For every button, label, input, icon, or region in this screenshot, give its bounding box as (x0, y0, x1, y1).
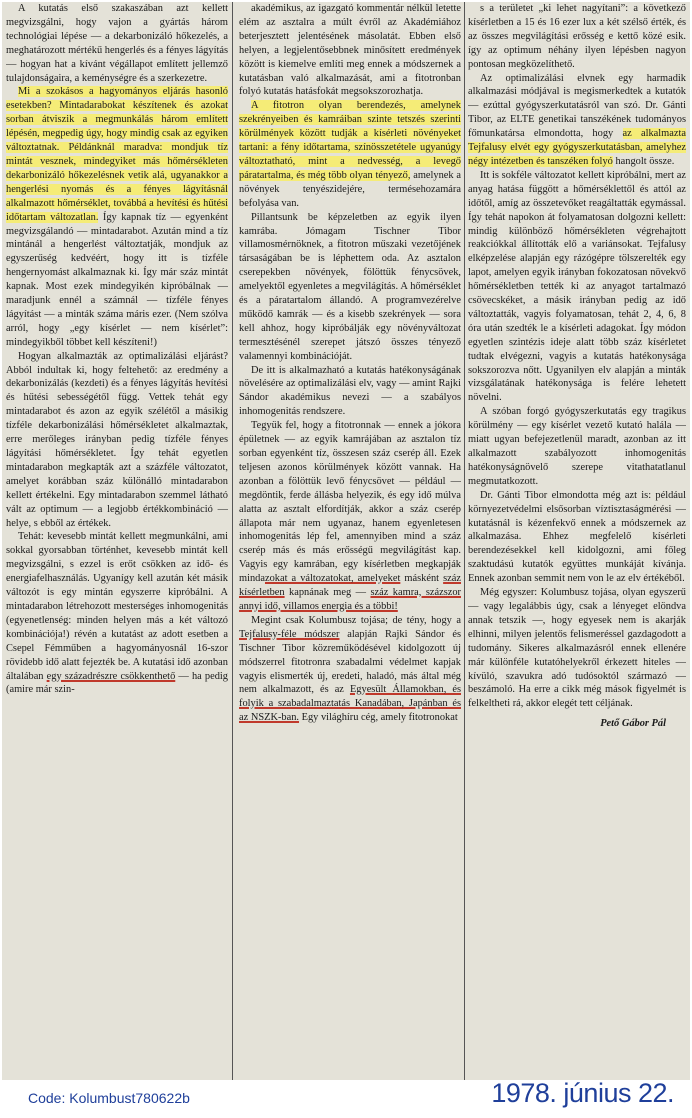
text-run: A szóban forgó gyógyszerkutatás egy tragikus körülmény — egy kísérlet vezető kutató halála — miatt ugyan befejezetlenül maradt, azonban az itt alkalmazott szabályozott inhomogenitás hatékonyságnövelő szerepe vitathatatlanul megmutatkozott. (468, 406, 686, 487)
text-run: amelynek a növények tenyészidejére, termésehozamára befolyása van. (239, 169, 461, 209)
text-run: — ha pedig (amire már szin- (6, 670, 228, 696)
article-paragraph (468, 405, 686, 488)
article-paragraph (6, 530, 228, 697)
newspaper-clipping (2, 2, 690, 1080)
publication-date: 1978. június 22. (491, 1078, 674, 1108)
clipping-code: Code: Kolumbust780622b (28, 1090, 190, 1106)
text-run: s a területet „ki lehet nagyítani”: a következő kísérletben a 15 és 16 ezer lux a két szélső érték, és az összes megvilágítási erősség e kettő közé esik. így az optimum néhány ilyen lépésben nagyon pontosan megközelíthető. (468, 3, 686, 70)
underlined-text: Tejfalusy-féle módszer (239, 628, 340, 640)
underlined-text: egy századrészre csökkenthető (46, 670, 176, 682)
article-paragraph (468, 586, 686, 711)
underlined-text: száz kamra, százszor annyi idő, villamos energia és a többi! (239, 587, 461, 612)
article-paragraph (239, 419, 461, 614)
article-column-3 (468, 2, 686, 1080)
article-column-1 (6, 2, 228, 1080)
text-run: Dr. Gánti Tibor elmondotta még azt is: például környezetvédelmi elsősorban víztisztaságmérési — kutatásnál is kézenfekvő ennek a módszernek az alkalmazása. Ehhez megfelelő kísérleti berendezésekkel kell kidolgozni, ami főleg szaktudású kutatók együttes munkáját kívánja. Ennek azonban semmit nem von le az elv értékéből. (468, 489, 686, 585)
article-paragraph (468, 72, 686, 169)
text-run: Tegyük fel, hogy a fitotronnak — ennek a jókora épületnek — az egyik kamrájában az asztalon tíz sorban egyenként tíz, összesen száz cserép áll. Ezek teljesen azonos körülmények között vannak. Ha azonban a fölöttük levő fénycsövet — például — megdöntik, ferde állásba helyezik, és egy idő múlva alatta az asztalt elfordítják, akkor a száz cserép állapota már nem ugyanaz, hanem egyenletesen inhomogenitás lép fel, amennyiben mind a száz cserép más és más erősségű megvilágítást kap. Vagyis egy kamrában, egy kísérletben megkapják minda (239, 420, 461, 585)
article-paragraph (239, 364, 461, 420)
article-paragraph (6, 85, 228, 349)
text-run: hangolt össze. (612, 155, 675, 167)
underlined-text: zokat a változatokat, amelyeket (264, 573, 401, 585)
text-run: Egy világhíru cég, amely fitotronokat (299, 712, 458, 724)
text-run: kapnának meg — (284, 587, 371, 599)
author-signature: Pető Gábor Pál (600, 718, 666, 730)
article-paragraph (6, 350, 228, 531)
text-run: akadémikus, az igazgató kommentár nélkül letette elém az asztalra a múlt évről az Akadémiához beterjesztett jelentésének másolatát. Ebben első helyen, a legjelentősebbnek minősített eredmények között is kiemelve említi meg ennek a módszernek a kutatásban való alkalmazását, ami a fitotronban folyó kutatás hatásfokát megsokszorozhatja. (239, 3, 461, 98)
article-paragraph (468, 2, 686, 72)
text-run: Pillantsunk be képzeletben az egyik ilyen kamrába. Jómagam Tischner Tibor villamosmérnöknek, a fitotron műszaki vezetőjének társaságában be is léphettem oda. Az asztalon cserepekben növények, fölöttük fénycsövek, amelyektől egyenletes a megvilágítás. A hőmérséklet és a páratartalom állandó. A programvezérelve működő kamrák — és a kisebb szekrények — sora kell ahhoz, hogy kipróbálják egy növényváltozat termesztésénél szerepet játszó összes tényező valamennyi kombinációját. (239, 211, 461, 362)
article-paragraph (239, 614, 461, 725)
text-run: Még egyszer: Kolumbusz tojása, olyan egyszerű — vagy legalábbis úgy, csak a lényeget elöndva annak tetszik —, hogy egyesek nem is akarják elhinni, milyen jelentős felismeréssel gazdagodott a tudomány. Sikeres alkalmazásról ennek ellenére már különféle kutatóhelyekről érkezett hiteles — kívüló, szavukra adó tudósoktól származó — beszámoló. Ha erre a cikk még mások figyelmét is felkeltheti rá, akkor elegét tett céljának. (468, 587, 686, 710)
highlighted-text: Mi a szokásos a hagyományos eljárás hasonló esetekben? Mintadarabokat készítenek és azokat sorban átviszik a megmunkálás három említett lépésén, megpedig úgy, hogy mindig csak az egyiken változtatnak. Példánknál maradva: mondjuk tíz mintát vesznek, mindegyiket más hőmérsékleten dekarbonizáló hőkezelésnek vetik alá, ugyanakkor a hengerlési nyomás és a fényes lágyításnál alkalmazott hőmérséklet, továbbá a hevítési és hűtési időtartam változatlan. (6, 86, 228, 223)
column-divider (232, 2, 233, 1080)
highlighted-text: az alkalmazta Tejfalusy elvét egy gyógyszerkutatásban, amelyhez négy intézetben és tanszéken folyó (468, 128, 686, 167)
text-run: Itt is sokféle változatot kellett kipróbálni, mert az anyag hatása függött a hőmérséklettől és attól az időtől, amíg az összetevőket reagáltatták egymással. Így tehát napokon át folyamatosan dolgozni kellett: mindig különböző hőmérsékleten végrehajtott reakciókkal állították elő a variánsokat. Tejfalusy elképzelése alapján egy rázógépre tölszerelték egy lapot, amelyen egyik irányban fokozatosan növekvő hőmérsékletben tették ki az anyagot tartalmazó csövecskéket, a másik irányban pedig az idő változtatták, vagyis folyamatosan, tehát 2, 4, 6, 8 óra után szedték le a kísérleti adagokat. Így módon egyetlen szintézis ideje alatt több száz kísérletet tudtak elvégezni, vagyis a kutatás hatékonysága sokszorozva nőtt. Ugyanilyen elv alapján a minták vizsgálatának hatékonysága is felére lehetett növelni. (468, 169, 686, 404)
article-paragraph (239, 99, 461, 210)
text-run: Így kapnak tíz — egyenként megvizsgálandó — mintadarabot. Azután mind a tíz mintánál a hengerlést változtatják, mondjuk az egyszerűség kedvéért, hogy itt is tízféle hengernyomást alkalmaznak ki. Így már száz mintát kapnak. Most ezek mindegyikén kipróbálnak — maradjunk ennél a számnál — tízféle fényes lágyítást — a minták száma máris ezer. (Nem szólva arról, hogy „egy kísérlet — nem kísérlet”: mindegyikből többet kell készíteni!) (6, 211, 228, 348)
article-paragraph (468, 169, 686, 405)
article-paragraph (468, 489, 686, 586)
text-run: Hogyan alkalmazták az optimalizálási eljárást? Abból indultak ki, hogy feltehető: az eredmény a dekarbonizálás (kezdeti) és a fényes lágyítás hevítési és hűtési sebességétől függ. Vettek tehát egy mintadarabot és azon az egyik szélétől a másikig tízféle dekarbonizálási hőmérsékletet alkalmaztak, erre merőleges irányban pedig tízféle fényes lágyítási hőmérsékletet. Így tehát egyetlen mintadarabon megkapták azt a százféle változatot, amelyet korábban száz különálló mintadarabon kellett értékelni. Egy mintadarabon szemmel látható vált az optimum — a legjobb értékkombináció — helye, s ebből az értékek. (6, 350, 228, 529)
underlined-text: Egyesült Államokban, és folyik a szabadalmaztatás Kanadában, Japánban és az NSZK-ban. (239, 684, 461, 724)
column-divider (464, 2, 465, 1080)
article-paragraph (239, 2, 461, 99)
text-run: Az optimalizálási elvnek egy harmadik alkalmazási módjával is megismerkedtek a kutatók — ezúttal gyógyszerkutatásról van szó. Dr. Gánti Tibor, az ELTE genetikai tanszékének tudományos főmunkatársa elmondotta, hogy (468, 72, 686, 140)
text-run: másként (400, 573, 444, 585)
highlighted-text: A fitotron olyan berendezés, amelynek szekrényeiben és kamráiban szinte tetszés szerinti körülmények között tudják a kísérleti növényeket tartani: a fény időtartama, színösszetétele ugyanúgy változtatható, mint a nedvesség, a levegő páratartalma, és még több olyan tényező, (239, 100, 461, 181)
text-run: Tehát: kevesebb mintát kellett megmunkálni, ami sokkal gyorsabban történhet, kevesebb mintát kell megvizsgálni, s ezzel is erőt csökken az idő- és energiafelhasználás. Ugyanígy kell azután két másik változót is egy mintán egyszerre kipróbálni. A mintadarabon létrehozott mesterséges inhomogenitás (egyenetlenség: minden helyen más a két változó kombinációja!) révén a kutatást az adott esetben a Csepel Fémműben a hagyományosnál 16-szor rövidebb idő alatt fejezték be. A kutatási idő azonban általában (6, 531, 228, 682)
text-run: Megint csak Kolumbusz tojása; de tény, hogy a (251, 614, 461, 626)
underlined-text: száz kísérletben (239, 573, 461, 599)
article-column-2 (239, 2, 461, 1080)
text-run: A kutatás első szakaszában azt kellett megvizsgálni, hogy vajon a gyártás három technológiai lépése — a dekarbonizáló hőkezelés, a meghatározott mértékű hengerlés és a fényes lágyítás — hogyan hat a kívánt végállapot említett jellemző tulajdonságaira, a keménységre és a szerkezetre. (6, 3, 228, 84)
text-run: De itt is alkalmazható a kutatás hatékonyságának növelésére az optimalizálási elv, vagy — amint Rajki Sándor akadémikus nevezi — a szabályos inhomogenitás rendszere. (239, 364, 461, 418)
article-paragraph (239, 211, 461, 364)
text-run: alapján Rajki Sándor és Tischner Tibor közreműködésével kidolgozott új módszerrel fitotronra szabadalmi védelmet kapjak vagyis elismerték új, eredeti, haladó, más által még nem alkalmazott, és az (239, 628, 461, 696)
article-paragraph (6, 2, 228, 85)
